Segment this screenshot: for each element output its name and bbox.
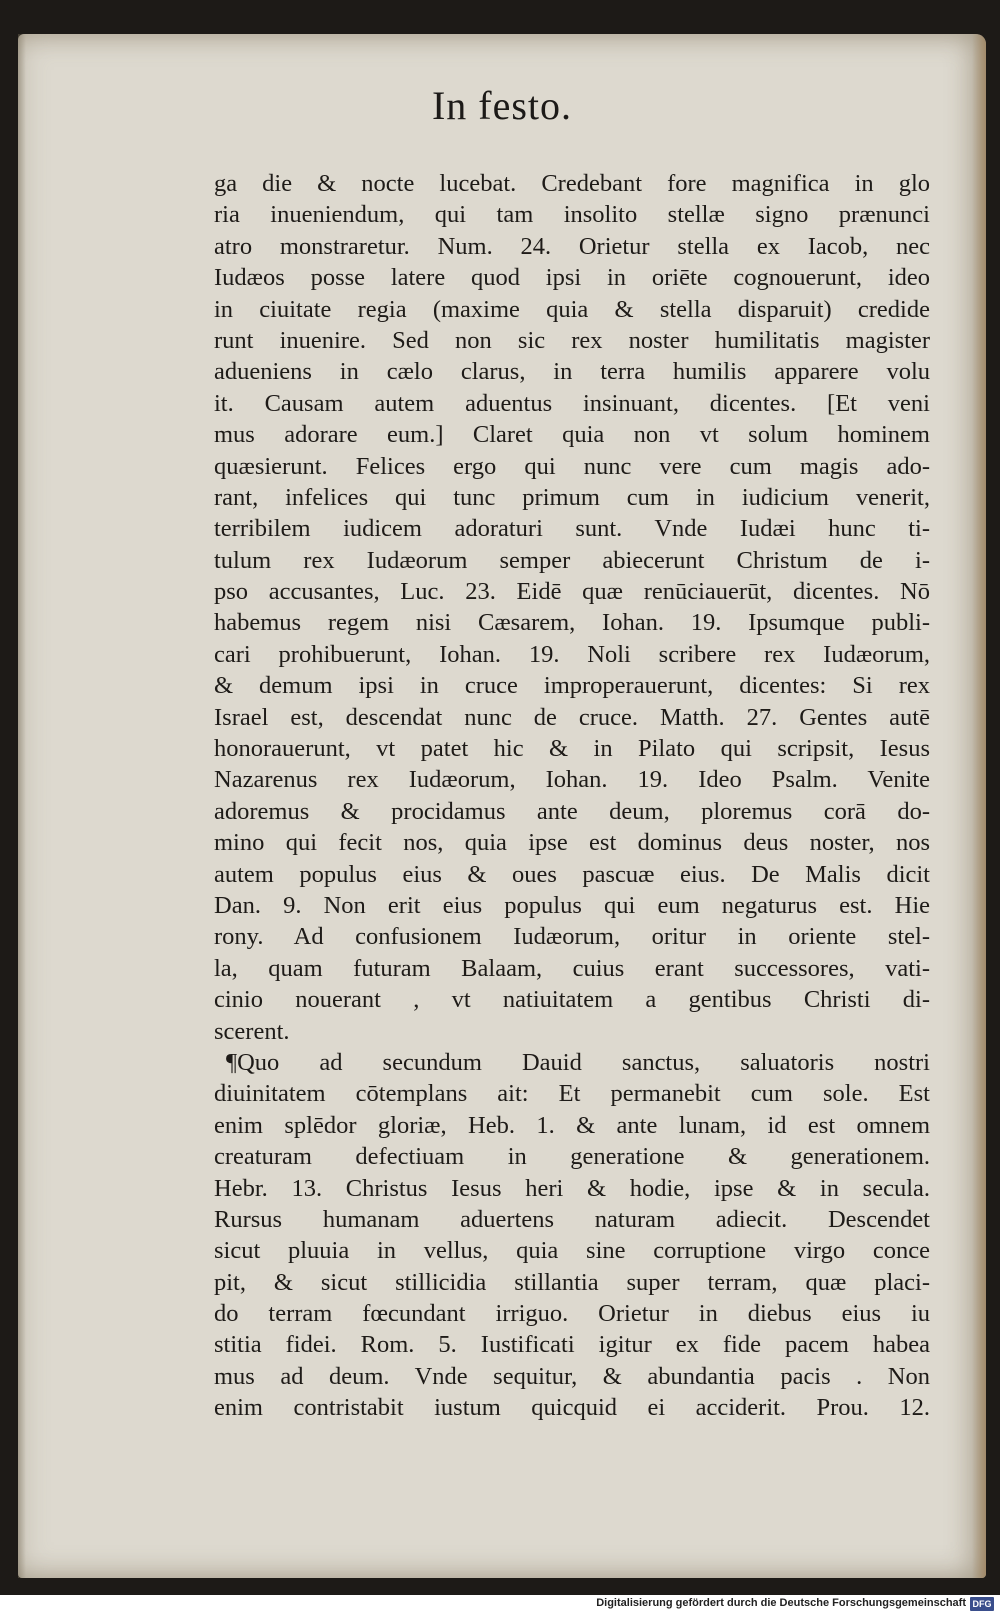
text-line: rony. Ad confusionem Iudæorum, oritur in oriente stel- xyxy=(214,923,930,951)
text-line: in ciuitate regia (maxime quia & stella disparuit) credide xyxy=(214,295,930,323)
text-line: Hebr. 13. Christus Iesus heri & hodie, ipse & in secula. xyxy=(214,1174,930,1202)
text-line: do terram fœcundant irriguo. Orietur in diebus eius iu xyxy=(214,1300,930,1328)
text-line: Iudæos posse latere quod ipsi in oriēte cognouerunt, ideo xyxy=(214,264,930,292)
text-line: runt inuenire. Sed non sic rex noster humilitatis magister xyxy=(214,326,930,354)
text-line: autem populus eius & oues pascuæ eius. De Malis dicit xyxy=(214,860,930,888)
text-line: honorauerunt, vt patet hic & in Pilato qui scripsit, Iesus xyxy=(214,735,930,763)
text-line: diuinitatem cōtemplans ait: Et permanebit cum sole. Est xyxy=(214,1080,930,1108)
paper-page xyxy=(18,34,986,1578)
text-line: cinio nouerant , vt natiuitatem a gentibus Christi di- xyxy=(214,986,930,1014)
text-line: scerent. xyxy=(214,1017,290,1045)
paragraph-start-line: ¶Quo ad secundum Dauid sanctus, saluatoris nostri xyxy=(226,1048,930,1076)
text-line: mus ad deum. Vnde sequitur, & abundantia pacis . Non xyxy=(214,1362,930,1390)
text-line: la, quam futuram Balaam, cuius erant successores, vati- xyxy=(214,954,930,982)
text-line: Israel est, descendat nunc de cruce. Matth. 27. Gentes autē xyxy=(214,703,930,731)
page-edge-shadow xyxy=(972,34,986,1578)
dfg-logo: DFG xyxy=(970,1597,994,1611)
text-line: & demum ipsi in cruce improperauerunt, dicentes: Si rex xyxy=(214,672,930,700)
text-line: creaturam defectiuam in generatione & generationem. xyxy=(214,1143,930,1171)
text-line: adoremus & procidamus ante deum, ploremus corā do- xyxy=(214,797,930,825)
text-line: ga die & nocte lucebat. Credebant fore magnifica in glo xyxy=(214,170,930,197)
text-line: mus adorare eum.] Claret quia non vt solum hominem xyxy=(214,421,930,449)
text-line: it. Causam autem aduentus insinuant, dicentes. [Et veni xyxy=(214,389,930,417)
text-line: pso accusantes, Luc. 23. Eidē quæ renūciauerūt, dicentes. Nō xyxy=(214,578,930,606)
text-line: pit, & sicut stillicidia stillantia super terram, quæ placi- xyxy=(214,1268,930,1296)
text-line: Dan. 9. Non erit eius populus qui eum negaturus est. Hie xyxy=(214,891,930,919)
text-line: Rursus humanam aduertens naturam adiecit. Descendet xyxy=(214,1205,930,1233)
text-line: Nazarenus rex Iudæorum, Iohan. 19. Ideo Psalm. Venite xyxy=(214,766,930,794)
text-line: sicut pluuia in vellus, quia sine corruptione virgo conce xyxy=(214,1237,930,1265)
text-line: atro monstraretur. Num. 24. Orietur stella ex Iacob, nec xyxy=(214,232,930,260)
running-head: In festo. xyxy=(431,83,573,128)
text-line: habemus regem nisi Cæsarem, Iohan. 19. Ipsumque publi- xyxy=(214,609,930,637)
page-spine-shadow xyxy=(18,34,26,1578)
text-line: mino qui fecit nos, quia ipse est dominus deus noster, nos xyxy=(214,829,930,857)
text-line: cari prohibuerunt, Iohan. 19. Noli scribere rex Iudæorum, xyxy=(214,640,930,668)
text-line: terribilem iudicem adoraturi sunt. Vnde Iudæi hunc ti- xyxy=(214,515,930,543)
digitization-footer xyxy=(0,1595,1000,1615)
text-line: adueniens in cælo clarus, in terra humilis apparere volu xyxy=(214,358,930,386)
text-line: ria inueniendum, qui tam insolito stellæ signo prænunci xyxy=(214,201,930,229)
text-line: enim contristabit iustum quicquid ei acciderit. Prou. 12. xyxy=(214,1394,930,1422)
text-line: quæsierunt. Felices ergo qui nunc vere cum magis ado- xyxy=(214,452,930,480)
text-line: enim splēdor gloriæ, Heb. 1. & ante lunam, id est omnem xyxy=(214,1111,930,1139)
text-line: stitia fidei. Rom. 5. Iustificati igitur ex fide pacem habea xyxy=(214,1331,930,1359)
funding-notice: Digitalisierung gefördert durch die Deutsche Forschungsgemeinschaft xyxy=(596,1597,966,1609)
text-line: rant, infelices qui tunc primum cum in iudicium venerit, xyxy=(214,483,930,511)
body-text xyxy=(214,168,930,1424)
text-line: tulum rex Iudæorum semper abiecerunt Christum de i- xyxy=(214,546,930,574)
